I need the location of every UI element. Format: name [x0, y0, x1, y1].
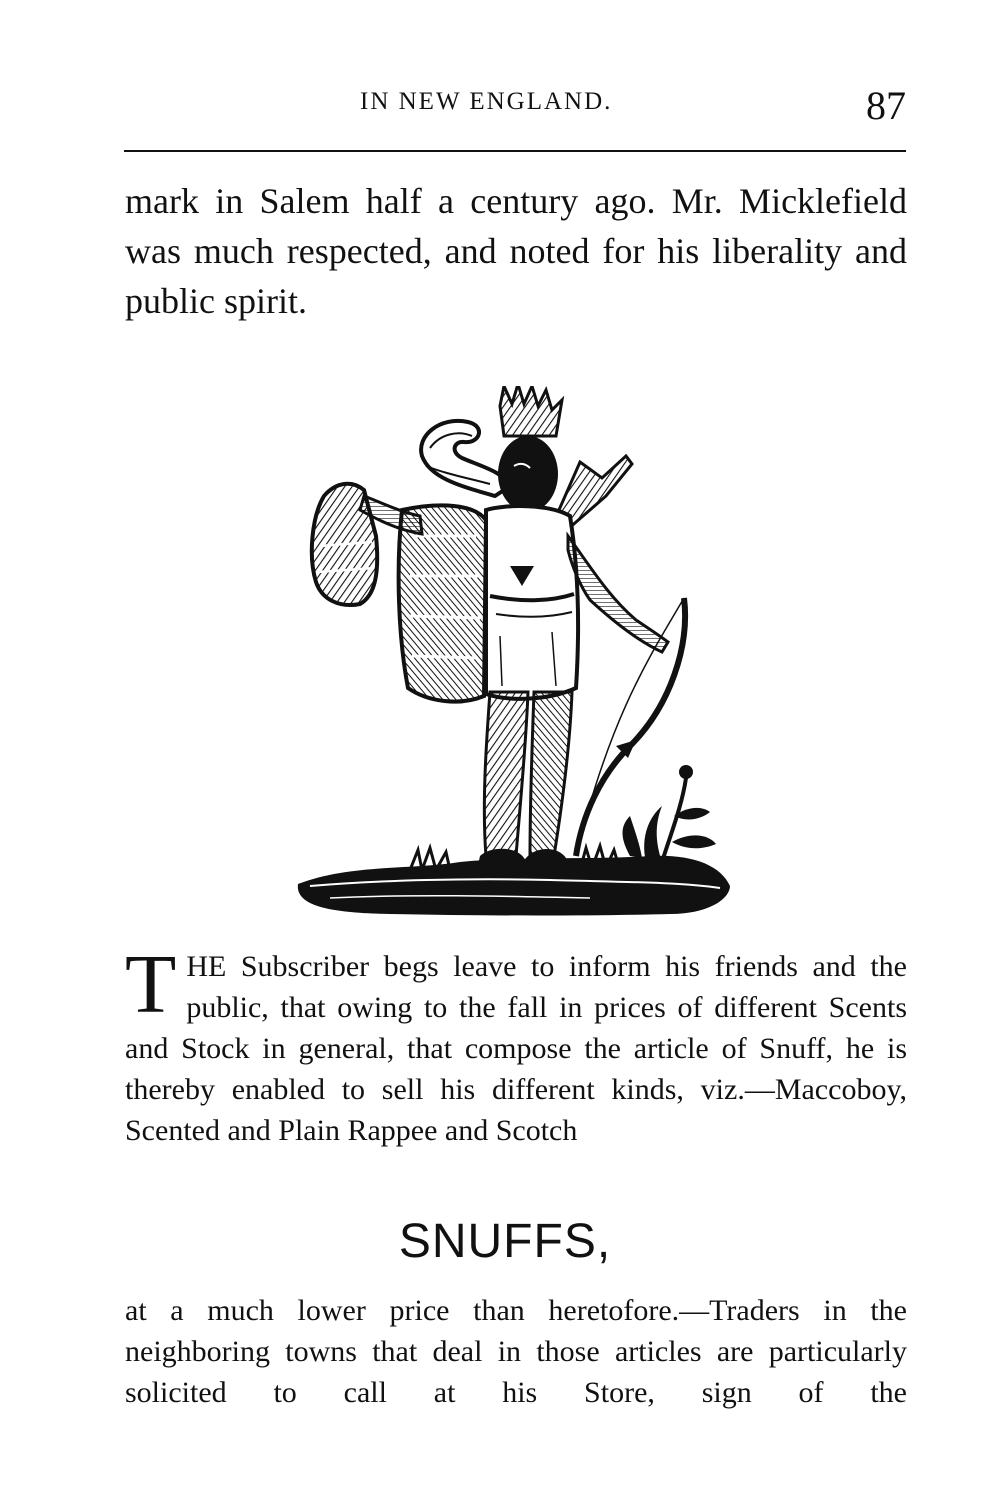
head-shape — [498, 436, 558, 512]
running-head — [0, 82, 1000, 132]
right-leg-shape — [530, 692, 572, 856]
right-arm-shape — [568, 536, 668, 652]
closing-paragraph: at a much lower price than heretofore.—Traders in the neighboring towns that deal in those articles are particularly solicited to call at his Store, sign of the — [125, 1294, 907, 1409]
headdress-shape — [500, 386, 562, 436]
woodcut-native-figure-icon — [298, 386, 730, 916]
drop-cap: T — [125, 938, 177, 1031]
tunic-shape — [486, 506, 578, 699]
woodcut-illustration — [290, 386, 735, 918]
advertisement-paragraph — [125, 938, 907, 1151]
bow-shape — [576, 598, 685, 856]
smoke-shape — [421, 421, 510, 496]
page-number: 87 — [866, 83, 906, 128]
continuation-paragraph: mark in Salem half a century ago. Mr. Micklefield was much respected, and noted for his liberality and public spirit. — [125, 181, 907, 321]
snuffs-heading: SNUFFS, — [398, 1215, 612, 1268]
left-leg-shape — [484, 692, 528, 856]
running-title: IN NEW ENGLAND. — [360, 88, 613, 115]
header-rule — [124, 150, 906, 152]
plant-shape — [644, 806, 662, 862]
advertisement-paragraph-text: HE Subscriber begs leave to inform his friends and the public, that owing to the fall in prices of different Scents and Stock in general, that compose the article of Snuff, he is thereby enabled to sell his different kinds, viz.—Maccoboy, Scented and Plain Rappee and Scotch — [125, 950, 907, 1147]
